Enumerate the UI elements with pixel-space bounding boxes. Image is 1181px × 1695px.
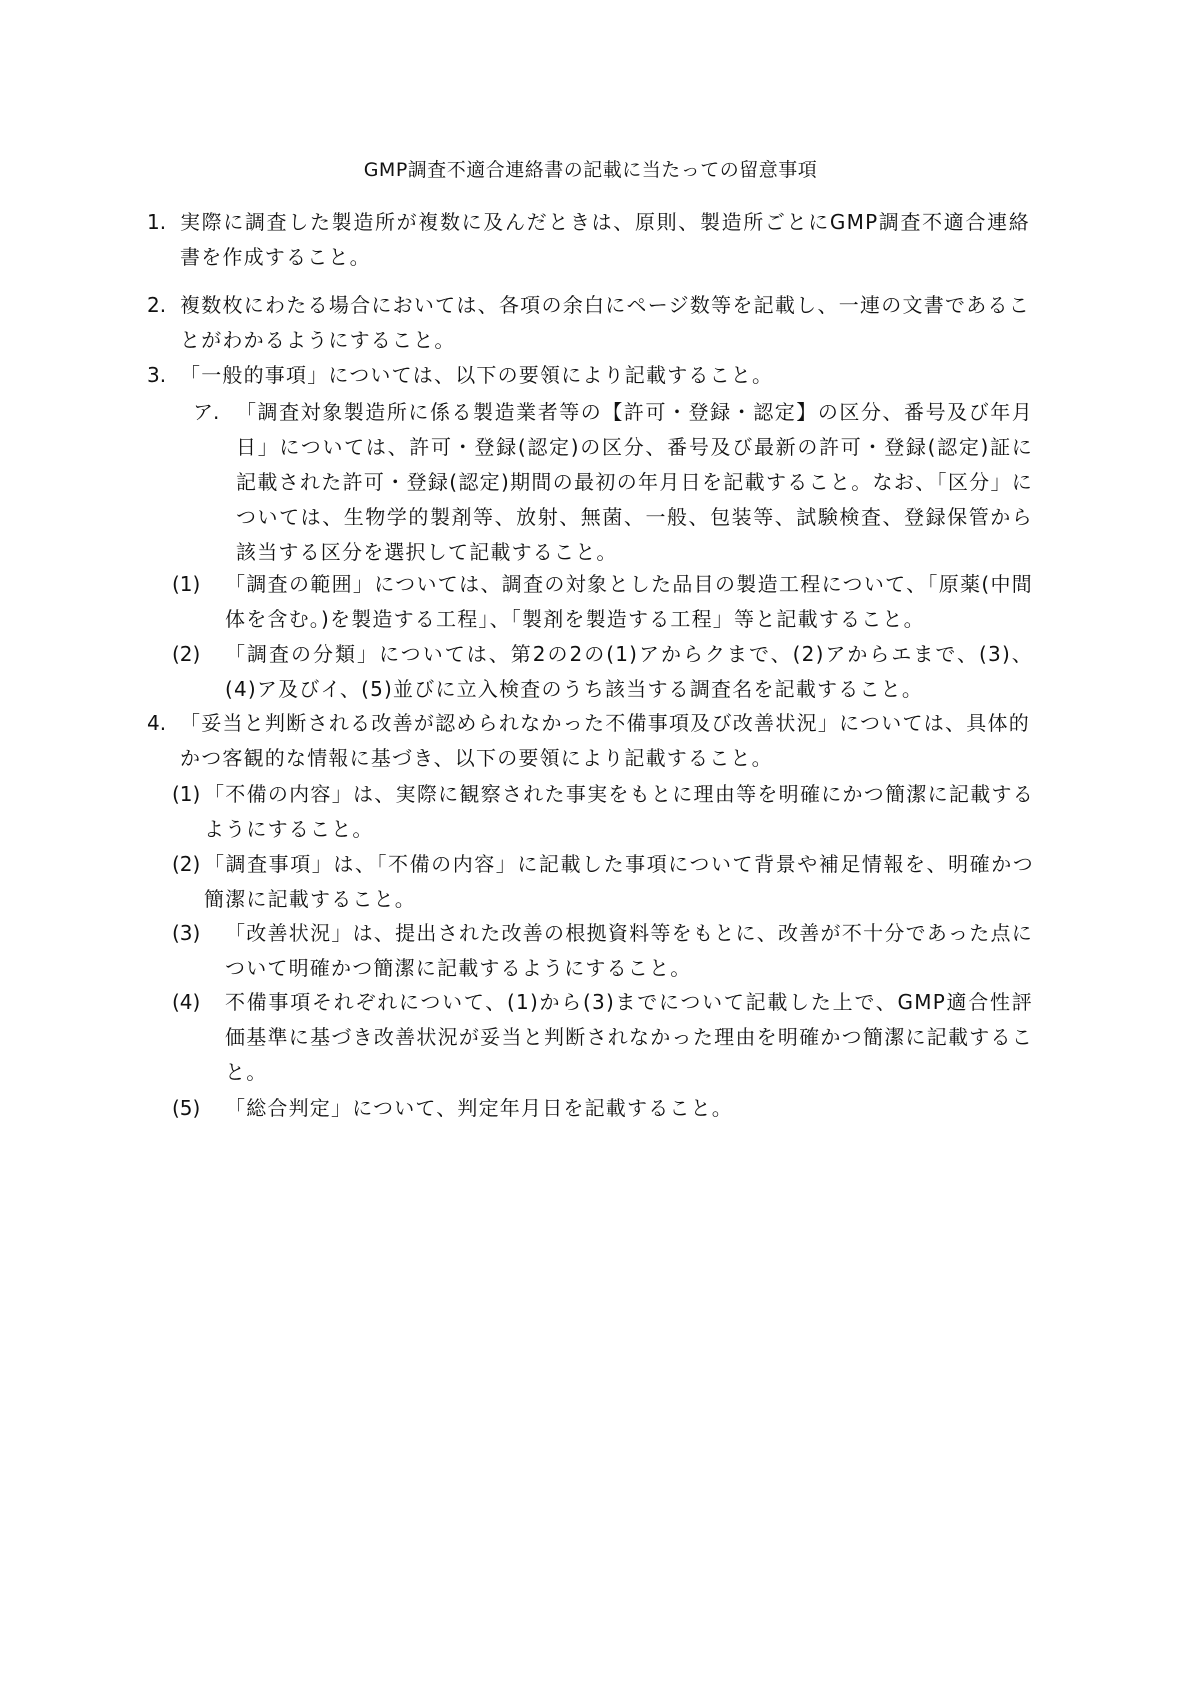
list-item-marker: (5)	[172, 1096, 201, 1120]
list-item-marker: (1)	[172, 782, 201, 806]
list-item-text: 「改善状況」は、提出された改善の根拠資料等をもとに、改善が不十分であった点について明確かつ簡潔に記載するようにすること。	[225, 921, 1033, 980]
list-item-marker: 4.	[147, 711, 167, 735]
list-item-marker: ア.	[193, 400, 220, 424]
list-item-text: 「調査事項」は、「不備の内容」に記載した事項について背景や補足情報を、明確かつ簡潔に記載すること。	[204, 852, 1034, 911]
list-item-marker: (2)	[172, 642, 201, 666]
list-item-text: 不備事項それぞれについて、(1)から(3)までについて記載した上で、GMP適合性評価基準に基づき改善状況が妥当と判断されなかった理由を明確かつ簡潔に記載すること。	[225, 990, 1033, 1084]
list-item-text: 複数枚にわたる場合においては、各項の余白にページ数等を記載し、一連の文書であることがわかるようにすること。	[180, 293, 1030, 352]
list-item-marker: (2)	[172, 852, 201, 876]
page-title: GMP調査不適合連絡書の記載に当たっての留意事項	[363, 159, 818, 181]
list-item-text: 「調査対象製造所に係る製造業者等の【許可・登録・認定】の区分、番号及び年月日」については、許可・登録(認定)の区分、番号及び最新の許可・登録(認定)証に記載された許可・登録(認定)期間の最初の年月日を記載すること。なお、「区分」については、生物学的製剤等、放射、無菌、一般、包装等、試験検査、登録保管から該当する区分を選択して記載すること。	[236, 400, 1033, 564]
list-item-text: 「総合判定」について、判定年月日を記載すること。	[225, 1096, 733, 1120]
list-item-marker: 3.	[147, 363, 167, 387]
list-item-marker: (3)	[172, 921, 201, 945]
list-item-text: 「調査の範囲」については、調査の対象とした品目の製造工程について、「原薬(中間体を含む。)を製造する工程」、「製剤を製造する工程」等と記載すること。	[225, 572, 1033, 631]
list-item-text: 実際に調査した製造所が複数に及んだときは、原則、製造所ごとにGMP調査不適合連絡書を作成すること。	[180, 210, 1030, 269]
list-item-text: 「一般的事項」については、以下の要領により記載すること。	[180, 363, 774, 387]
list-item-text: 「不備の内容」は、実際に観察された事実をもとに理由等を明確にかつ簡潔に記載するようにすること。	[204, 782, 1034, 841]
list-item-marker: 2.	[147, 293, 167, 317]
list-item-marker: 1.	[147, 210, 167, 234]
list-item-marker: (1)	[172, 572, 201, 596]
list-item-text: 「妥当と判断される改善が認められなかった不備事項及び改善状況」については、具体的かつ客観的な情報に基づき、以下の要領により記載すること。	[180, 711, 1030, 770]
list-item-marker: (4)	[172, 990, 201, 1014]
list-item-text: 「調査の分類」については、第2の2の(1)アからクまで、(2)アからエまで、(3)、(4)ア及びイ、(5)並びに立入検査のうち該当する調査名を記載すること。	[225, 642, 1033, 701]
